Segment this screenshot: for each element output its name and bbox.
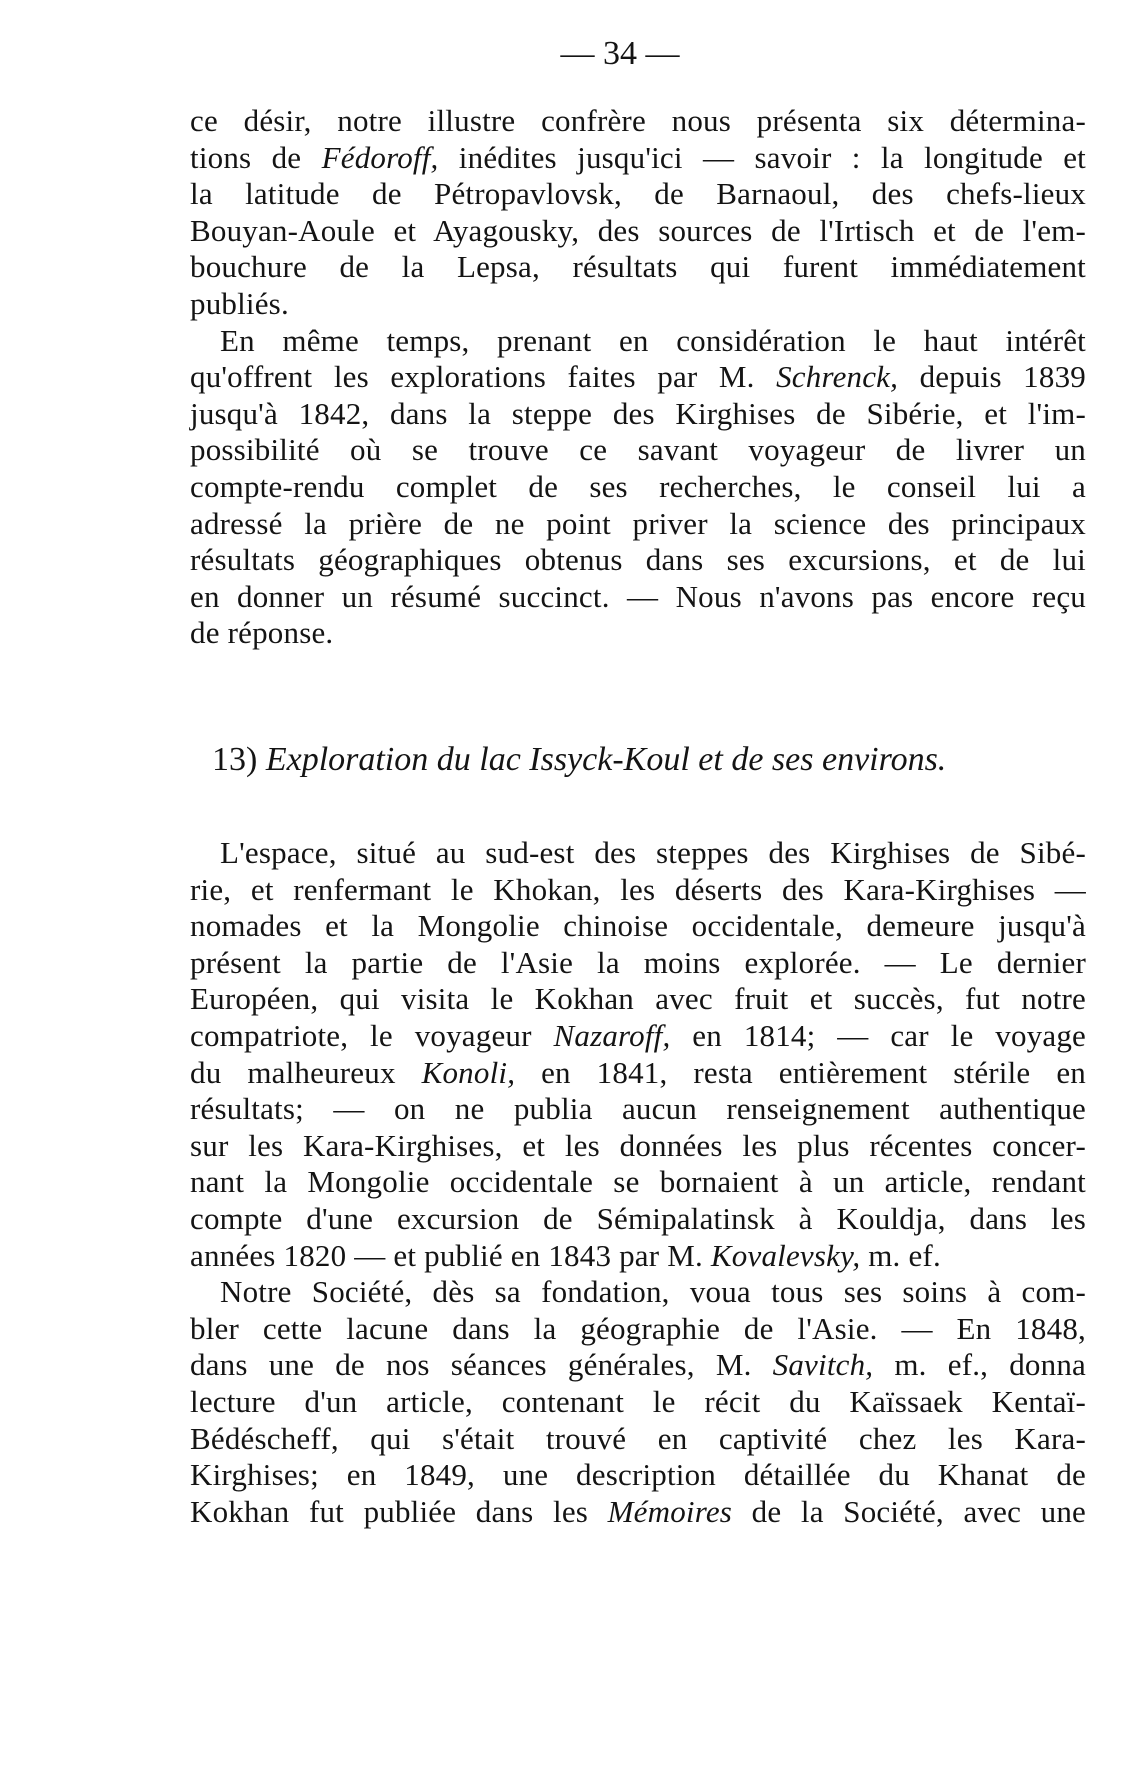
text-line: dans une de nos séances générales, M. Savitch, m. ef., donna — [190, 1347, 1086, 1383]
italic-name: Mémoires — [607, 1493, 733, 1529]
text-line: Kirghises; en 1849, une description détaillée du Khanat de — [190, 1457, 1086, 1493]
italic-name: Kovalevsky, — [710, 1237, 861, 1273]
text-line: qu'offrent les explorations faites par M. Schrenck, depuis 1839 — [190, 359, 1086, 395]
text-line: Européen, qui visita le Kokhan avec fruit et succès, fut notre — [190, 981, 1086, 1017]
text-line: jusqu'à 1842, dans la steppe des Kirghises de Sibérie, et l'im- — [190, 395, 1086, 431]
text-line: En même temps, prenant en considération le haut intérêt — [220, 322, 1086, 358]
text-line: compte-rendu complet de ses recherches, le conseil lui a — [190, 468, 1086, 504]
italic-name: Savitch, — [772, 1347, 874, 1383]
text-line: de réponse. — [190, 615, 334, 651]
section-title: Exploration du lac Issyck-Koul et de ses environs. — [265, 741, 947, 778]
text-line: adressé la prière de ne point priver la science des principaux — [190, 505, 1086, 541]
italic-name: Nazaroff, — [553, 1017, 671, 1053]
text-line: bouchure de la Lepsa, résultats qui furent immédiatement — [190, 249, 1086, 285]
text-line: rie, et renfermant le Khokan, les déserts des Kara-Kirghises — — [190, 871, 1086, 907]
text-line: années 1820 — et publié en 1843 par M. Kovalevsky, m. ef. — [190, 1237, 941, 1273]
text-line: sur les Kara-Kirghises, et les données les plus récentes concer- — [190, 1127, 1086, 1163]
text-line: Kokhan fut publiée dans les Mémoires de la Société, avec une — [190, 1493, 1087, 1529]
text-line: Bouyan-Aoule et Ayagousky, des sources de l'Irtisch et de l'em- — [190, 212, 1086, 248]
paragraph-block-continuation — [190, 103, 1086, 652]
text-line: publiés. — [190, 285, 289, 321]
text-line: Notre Société, dès sa fondation, voua tous ses soins à com- — [220, 1274, 1086, 1310]
text-line: du malheureux Konoli, en 1841, resta entièrement stérile en — [190, 1054, 1086, 1090]
page-number: — 34 — — [560, 35, 680, 72]
text-line: possibilité où se trouve ce savant voyageur de livrer un — [190, 432, 1086, 468]
italic-name: Konoli, — [421, 1054, 516, 1090]
text-line: bler cette lacune dans la géographie de l'Asie. — En 1848, — [190, 1310, 1086, 1346]
text-line: compte d'une excursion de Sémipalatinsk à Kouldja, dans les — [190, 1200, 1086, 1236]
text-line: résultats géographiques obtenus dans ses excursions, et de lui — [190, 542, 1086, 578]
italic-name: Fédoroff, — [321, 139, 439, 175]
text-line: L'espace, situé au sud-est des steppes des Kirghises de Sibé- — [220, 835, 1086, 870]
text-line: nomades et la Mongolie chinoise occidentale, demeure jusqu'à — [190, 908, 1086, 944]
text-line: lecture d'un article, contenant le récit du Kaïssaek Kentaï- — [190, 1383, 1086, 1419]
italic-name: Schrenck, — [776, 359, 899, 395]
text-line: Bédéscheff, qui s'était trouvé en captivité chez les Kara- — [190, 1420, 1086, 1456]
text-line: la latitude de Pétropavlovsk, de Barnaoul, des chefs-lieux — [190, 176, 1086, 212]
text-line: nant la Mongolie occidentale se bornaient à un article, rendant — [190, 1164, 1086, 1200]
section-heading — [212, 740, 1092, 780]
section-number: 13) — [212, 741, 258, 778]
text-line: en donner un résumé succinct. — Nous n'avons pas encore reçu — [190, 578, 1086, 614]
text-line: résultats; — on ne publia aucun renseignement authentique — [190, 1091, 1086, 1127]
text-line: ce désir, notre illustre confrère nous présenta six détermina- — [190, 103, 1086, 138]
text-line: compatriote, le voyageur Nazaroff, en 1814; — car le voyage — [190, 1017, 1086, 1053]
text-line: présent la partie de l'Asie la moins explorée. — Le dernier — [190, 944, 1086, 980]
paragraph-block-section-13 — [190, 835, 1086, 1530]
text-line: tions de Fédoroff, inédites jusqu'ici — savoir : la longitude et — [190, 139, 1086, 175]
